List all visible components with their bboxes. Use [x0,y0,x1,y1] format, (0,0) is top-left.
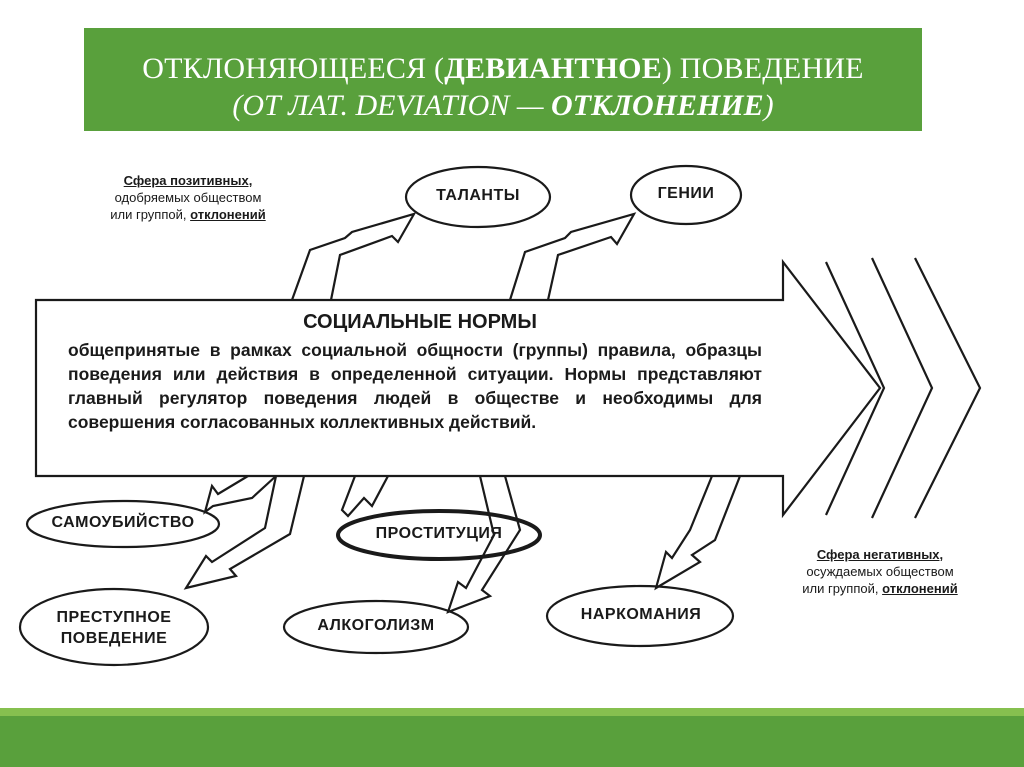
arrow-to-talents [292,214,414,300]
label-suicide: САМОУБИЙСТВО [51,514,195,531]
negative-sphere-caption [754,546,1006,597]
arrow-to-prostitution [342,476,388,516]
social-norms-title: СОЦИАЛЬНЫЕ НОРМЫ [303,311,537,333]
negative-sphere-line-3: или группой, отклонений [802,581,958,596]
arrow-to-crime [186,476,304,588]
label-geniuses: ГЕНИИ [657,185,715,202]
positive-sphere-line-1: Сфера позитивных, [123,173,253,188]
footer-stripe [0,708,1024,716]
label-talents: ТАЛАНТЫ [436,187,520,204]
label-crime-line-2: ПОВЕДЕНИЕ [60,630,168,647]
positive-sphere-line-2: одобряемых обществом [114,190,262,205]
arrow-to-drugs [656,476,740,588]
arrow-to-geniuses [510,214,634,300]
chevron-3 [915,258,980,518]
label-crime [20,607,208,649]
arrow-to-alcoholism [448,476,520,612]
label-prostitution: ПРОСТИТУЦИЯ [375,525,503,542]
title-line-2: (ОТ ЛАТ. DEVIATION — ОТКЛОНЕНИЕ) [232,89,774,122]
negative-sphere-line-1: Сфера негативных, [816,547,944,562]
footer-bar [0,708,1024,767]
label-alcoholism: АЛКОГОЛИЗМ [317,617,435,634]
label-drug-addiction: НАРКОМАНИЯ [580,606,702,623]
arrow-to-suicide [205,476,276,512]
positive-sphere-caption [62,172,314,223]
positive-sphere-line-3: или группой, отклонений [110,207,266,222]
chevron-1 [826,262,884,515]
social-norms-description: общепринятые в рамках социальной общности (группы) правила, образцы поведения или действия в определенной ситуации. Нормы представляют главный регулятор поведения людей в обществе и необходимы для совершения согласованных коллективных действий. [68,340,762,432]
negative-sphere-line-2: осуждаемых обществом [806,564,954,579]
title-line-1: ОТКЛОНЯЮЩЕЕСЯ (ДЕВИАНТНОЕ) ПОВЕДЕНИЕ [142,52,864,85]
label-crime-line-1: ПРЕСТУПНОЕ [56,609,172,626]
